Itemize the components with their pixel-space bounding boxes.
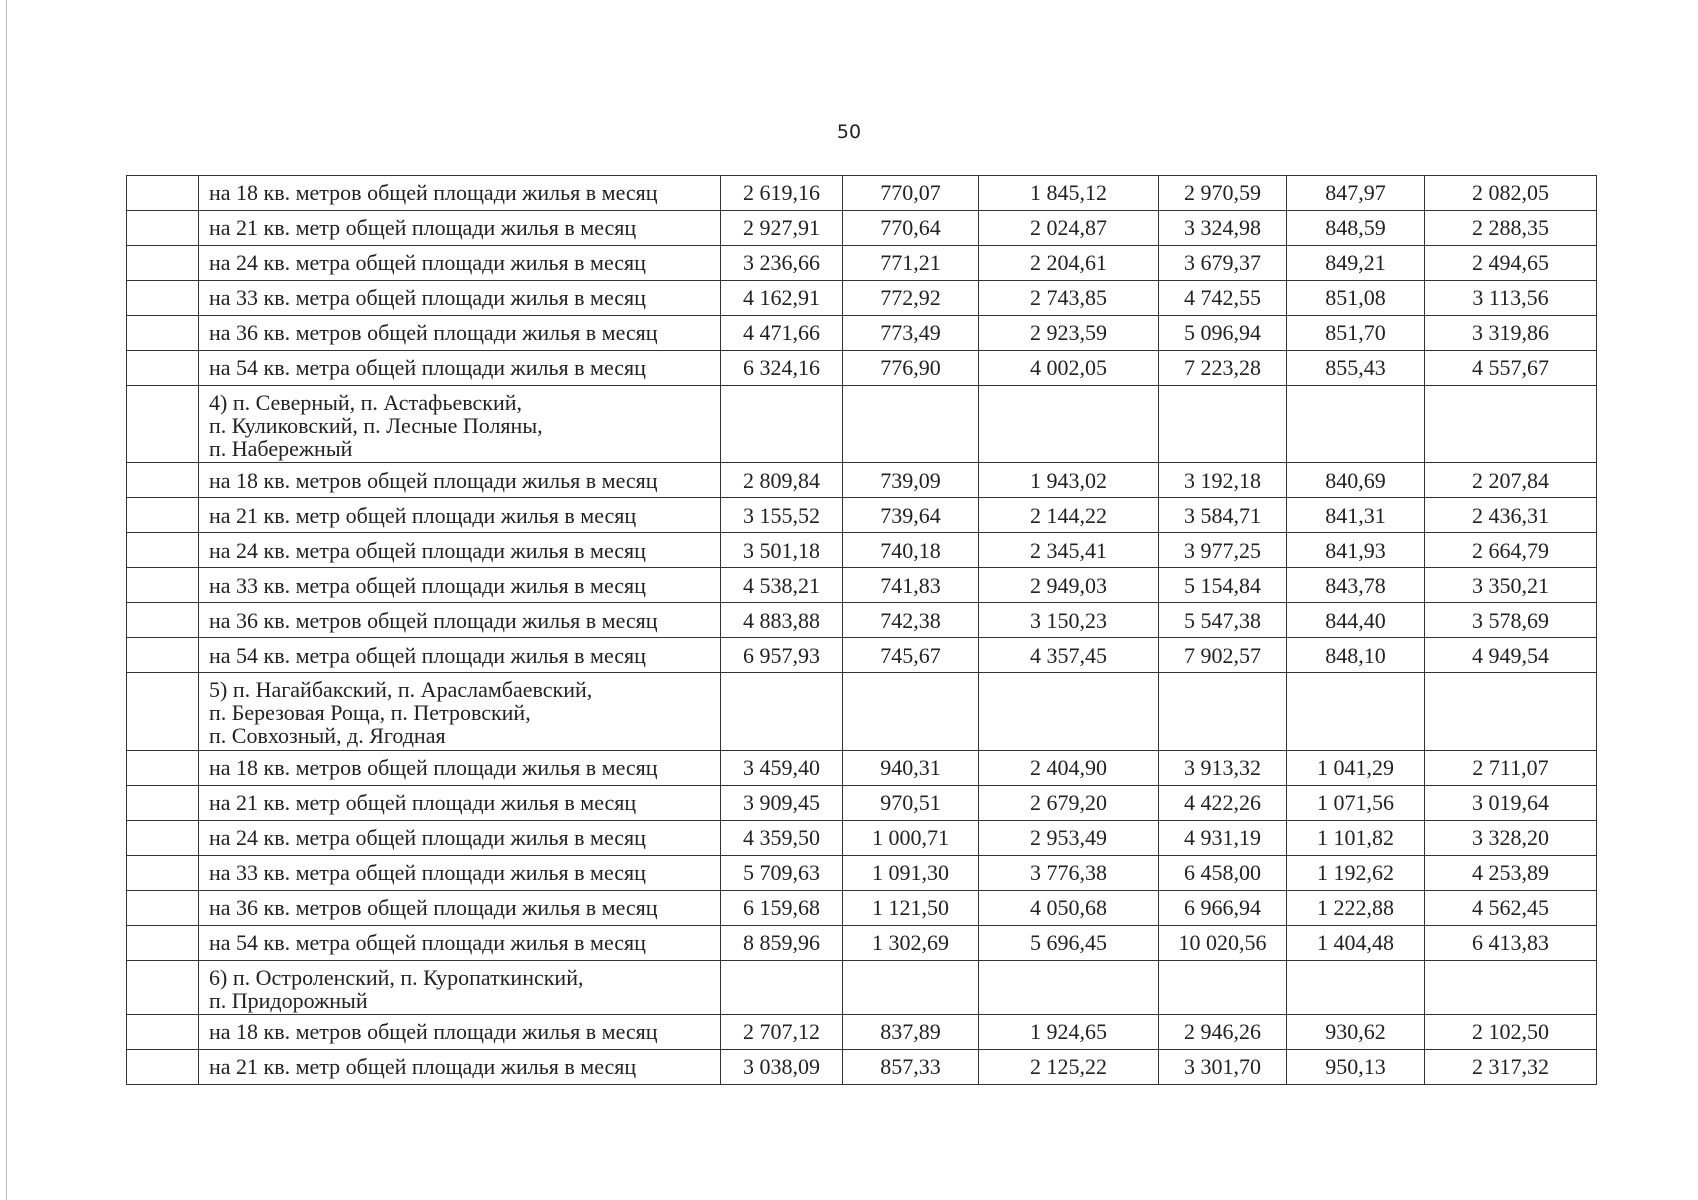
row-label: на 36 кв. метров общей площади жилья в месяц: [199, 890, 721, 925]
group-heading-line: п. Придорожный: [209, 987, 368, 1013]
row-label: на 24 кв. метра общей площади жилья в месяц: [199, 820, 721, 855]
value-cell: 843,78: [1287, 568, 1425, 603]
value-cell: 773,49: [843, 316, 979, 351]
value-cell: 1 041,29: [1287, 750, 1425, 785]
table-row: [127, 351, 1597, 386]
value-cell: 5 696,45: [979, 925, 1159, 960]
group-heading-line: 6) п. Остроленский, п. Куропаткинский,: [209, 964, 584, 990]
value-cell: 950,13: [1287, 1049, 1425, 1084]
row-label: на 54 кв. метра общей площади жилья в месяц: [199, 638, 721, 673]
value-cell: 3 501,18: [721, 533, 843, 568]
value-cell: 740,18: [843, 533, 979, 568]
value-cell: 3 038,09: [721, 1049, 843, 1084]
value-cell: 1 943,02: [979, 463, 1159, 498]
table-row: [127, 820, 1597, 855]
empty-cell: [1425, 673, 1597, 750]
table-row: [127, 925, 1597, 960]
index-cell: [127, 673, 199, 750]
empty-cell: [721, 386, 843, 463]
index-cell: [127, 463, 199, 498]
table-row: [127, 785, 1597, 820]
value-cell: 3 977,25: [1159, 533, 1287, 568]
value-cell: 1 121,50: [843, 890, 979, 925]
value-cell: 6 324,16: [721, 351, 843, 386]
group-heading-row: [127, 960, 1597, 1014]
value-cell: 3 319,86: [1425, 316, 1597, 351]
value-cell: 851,70: [1287, 316, 1425, 351]
index-cell: [127, 785, 199, 820]
value-cell: 771,21: [843, 246, 979, 281]
table-row: [127, 890, 1597, 925]
group-heading-line: п. Набережный: [209, 436, 353, 462]
value-cell: 5 547,38: [1159, 603, 1287, 638]
value-cell: 2 743,85: [979, 281, 1159, 316]
row-label: на 18 кв. метров общей площади жилья в месяц: [199, 1014, 721, 1049]
value-cell: 2 345,41: [979, 533, 1159, 568]
value-cell: 7 902,57: [1159, 638, 1287, 673]
value-cell: 2 317,32: [1425, 1049, 1597, 1084]
value-cell: 840,69: [1287, 463, 1425, 498]
value-cell: 5 154,84: [1159, 568, 1287, 603]
value-cell: 770,64: [843, 211, 979, 246]
table-row: [127, 1014, 1597, 1049]
value-cell: 2 494,65: [1425, 246, 1597, 281]
value-cell: 2 082,05: [1425, 176, 1597, 211]
value-cell: 3 776,38: [979, 855, 1159, 890]
value-cell: 1 091,30: [843, 855, 979, 890]
value-cell: 3 350,21: [1425, 568, 1597, 603]
empty-cell: [1159, 960, 1287, 1014]
value-cell: 3 909,45: [721, 785, 843, 820]
row-label: на 21 кв. метр общей площади жилья в месяц: [199, 1049, 721, 1084]
value-cell: 1 071,56: [1287, 785, 1425, 820]
row-label: на 21 кв. метр общей площади жилья в месяц: [199, 211, 721, 246]
row-label: на 18 кв. метров общей площади жилья в месяц: [199, 463, 721, 498]
index-cell: [127, 960, 199, 1014]
value-cell: 3 328,20: [1425, 820, 1597, 855]
table-row: [127, 316, 1597, 351]
empty-cell: [843, 960, 979, 1014]
value-cell: 3 150,23: [979, 603, 1159, 638]
table-row: [127, 211, 1597, 246]
value-cell: 2 949,03: [979, 568, 1159, 603]
group-heading-row: [127, 386, 1597, 463]
group-heading-line: 5) п. Нагайбакский, п. Араслaмбаевский,: [209, 677, 593, 703]
table-row: [127, 246, 1597, 281]
row-label: на 24 кв. метра общей площади жилья в месяц: [199, 533, 721, 568]
table-row: [127, 638, 1597, 673]
value-cell: 3 578,69: [1425, 603, 1597, 638]
value-cell: 6 966,94: [1159, 890, 1287, 925]
value-cell: 1 404,48: [1287, 925, 1425, 960]
value-cell: 5 709,63: [721, 855, 843, 890]
empty-cell: [1159, 673, 1287, 750]
row-label: на 54 кв. метра общей площади жилья в месяц: [199, 925, 721, 960]
value-cell: 3 324,98: [1159, 211, 1287, 246]
value-cell: 4 883,88: [721, 603, 843, 638]
value-cell: 855,43: [1287, 351, 1425, 386]
value-cell: 772,92: [843, 281, 979, 316]
empty-cell: [721, 960, 843, 1014]
value-cell: 2 664,79: [1425, 533, 1597, 568]
value-cell: 2 436,31: [1425, 498, 1597, 533]
empty-cell: [1287, 673, 1425, 750]
value-cell: 2 679,20: [979, 785, 1159, 820]
index-cell: [127, 246, 199, 281]
empty-cell: [1425, 386, 1597, 463]
value-cell: 2 207,84: [1425, 463, 1597, 498]
value-cell: 6 458,00: [1159, 855, 1287, 890]
value-cell: 837,89: [843, 1014, 979, 1049]
row-label: на 33 кв. метра общей площади жилья в месяц: [199, 568, 721, 603]
value-cell: 2 144,22: [979, 498, 1159, 533]
row-label: на 24 кв. метра общей площади жилья в месяц: [199, 246, 721, 281]
table-row: [127, 1049, 1597, 1084]
value-cell: 739,09: [843, 463, 979, 498]
value-cell: 1 924,65: [979, 1014, 1159, 1049]
value-cell: 4 357,45: [979, 638, 1159, 673]
table-row: [127, 568, 1597, 603]
value-cell: 4 562,45: [1425, 890, 1597, 925]
value-cell: 2 953,49: [979, 820, 1159, 855]
value-cell: 4 931,19: [1159, 820, 1287, 855]
value-cell: 4 949,54: [1425, 638, 1597, 673]
value-cell: 10 020,56: [1159, 925, 1287, 960]
value-cell: 3 155,52: [721, 498, 843, 533]
tariff-table: [126, 175, 1597, 1085]
value-cell: 4 359,50: [721, 820, 843, 855]
value-cell: 776,90: [843, 351, 979, 386]
value-cell: 3 459,40: [721, 750, 843, 785]
value-cell: 2 970,59: [1159, 176, 1287, 211]
value-cell: 1 845,12: [979, 176, 1159, 211]
value-cell: 2 024,87: [979, 211, 1159, 246]
value-cell: 742,38: [843, 603, 979, 638]
value-cell: 2 125,22: [979, 1049, 1159, 1084]
value-cell: 848,59: [1287, 211, 1425, 246]
value-cell: 4 742,55: [1159, 281, 1287, 316]
value-cell: 6 957,93: [721, 638, 843, 673]
value-cell: 2 927,91: [721, 211, 843, 246]
value-cell: 930,62: [1287, 1014, 1425, 1049]
value-cell: 1 222,88: [1287, 890, 1425, 925]
value-cell: 6 159,68: [721, 890, 843, 925]
value-cell: 4 422,26: [1159, 785, 1287, 820]
row-label: на 21 кв. метр общей площади жилья в месяц: [199, 785, 721, 820]
index-cell: [127, 281, 199, 316]
value-cell: 849,21: [1287, 246, 1425, 281]
value-cell: 5 096,94: [1159, 316, 1287, 351]
value-cell: 2 809,84: [721, 463, 843, 498]
value-cell: 770,07: [843, 176, 979, 211]
value-cell: 2 404,90: [979, 750, 1159, 785]
value-cell: 847,97: [1287, 176, 1425, 211]
value-cell: 4 253,89: [1425, 855, 1597, 890]
value-cell: 3 913,32: [1159, 750, 1287, 785]
value-cell: 7 223,28: [1159, 351, 1287, 386]
value-cell: 1 101,82: [1287, 820, 1425, 855]
value-cell: 2 619,16: [721, 176, 843, 211]
value-cell: 1 192,62: [1287, 855, 1425, 890]
value-cell: 6 413,83: [1425, 925, 1597, 960]
value-cell: 3 113,56: [1425, 281, 1597, 316]
table-row: [127, 463, 1597, 498]
row-label: на 33 кв. метра общей площади жилья в месяц: [199, 855, 721, 890]
value-cell: 741,83: [843, 568, 979, 603]
value-cell: 2 946,26: [1159, 1014, 1287, 1049]
index-cell: [127, 498, 199, 533]
value-cell: 745,67: [843, 638, 979, 673]
index-cell: [127, 603, 199, 638]
index-cell: [127, 316, 199, 351]
row-label: на 18 кв. метров общей площади жилья в месяц: [199, 750, 721, 785]
value-cell: 4 050,68: [979, 890, 1159, 925]
row-label: на 18 кв. метров общей площади жилья в месяц: [199, 176, 721, 211]
index-cell: [127, 820, 199, 855]
value-cell: 3 192,18: [1159, 463, 1287, 498]
index-cell: [127, 533, 199, 568]
value-cell: 851,08: [1287, 281, 1425, 316]
index-cell: [127, 211, 199, 246]
index-cell: [127, 750, 199, 785]
table-row: [127, 750, 1597, 785]
index-cell: [127, 1049, 199, 1084]
value-cell: 8 859,96: [721, 925, 843, 960]
index-cell: [127, 568, 199, 603]
value-cell: 844,40: [1287, 603, 1425, 638]
value-cell: 3 679,37: [1159, 246, 1287, 281]
index-cell: [127, 1014, 199, 1049]
value-cell: 2 923,59: [979, 316, 1159, 351]
row-label: на 36 кв. метров общей площади жилья в месяц: [199, 603, 721, 638]
value-cell: 4 557,67: [1425, 351, 1597, 386]
empty-cell: [979, 673, 1159, 750]
group-heading-cell: [199, 386, 721, 463]
table-row: [127, 533, 1597, 568]
value-cell: 2 711,07: [1425, 750, 1597, 785]
table-row: [127, 603, 1597, 638]
value-cell: 848,10: [1287, 638, 1425, 673]
index-cell: [127, 176, 199, 211]
index-cell: [127, 351, 199, 386]
page-number: 50: [836, 121, 862, 143]
value-cell: 2 204,61: [979, 246, 1159, 281]
row-label: на 36 кв. метров общей площади жилья в месяц: [199, 316, 721, 351]
value-cell: 3 236,66: [721, 246, 843, 281]
group-heading-line: п. Совхозный, д. Ягодная: [209, 723, 446, 749]
empty-cell: [1159, 386, 1287, 463]
value-cell: 4 002,05: [979, 351, 1159, 386]
value-cell: 857,33: [843, 1049, 979, 1084]
index-cell: [127, 925, 199, 960]
value-cell: 940,31: [843, 750, 979, 785]
empty-cell: [979, 386, 1159, 463]
value-cell: 4 471,66: [721, 316, 843, 351]
empty-cell: [1425, 960, 1597, 1014]
group-heading-line: 4) п. Северный, п. Астафьевский,: [209, 390, 522, 415]
value-cell: 4 162,91: [721, 281, 843, 316]
row-label: на 54 кв. метра общей площади жилья в месяц: [199, 351, 721, 386]
empty-cell: [843, 386, 979, 463]
value-cell: 841,31: [1287, 498, 1425, 533]
value-cell: 2 288,35: [1425, 211, 1597, 246]
value-cell: 3 584,71: [1159, 498, 1287, 533]
value-cell: 841,93: [1287, 533, 1425, 568]
empty-cell: [1287, 386, 1425, 463]
group-heading-line: п. Березовая Роща, п. Петровский,: [209, 700, 531, 726]
row-label: на 21 кв. метр общей площади жилья в месяц: [199, 498, 721, 533]
group-heading-line: п. Куликовский, п. Лесные Поляны,: [209, 413, 543, 439]
empty-cell: [721, 673, 843, 750]
tariff-table-body: [127, 176, 1597, 1085]
scan-edge-line: [6, 0, 7, 1200]
table-row: [127, 281, 1597, 316]
value-cell: 1 302,69: [843, 925, 979, 960]
value-cell: 2 707,12: [721, 1014, 843, 1049]
empty-cell: [979, 960, 1159, 1014]
index-cell: [127, 386, 199, 463]
value-cell: 3 301,70: [1159, 1049, 1287, 1084]
table-row: [127, 176, 1597, 211]
group-heading-cell: [199, 673, 721, 750]
value-cell: 4 538,21: [721, 568, 843, 603]
value-cell: 739,64: [843, 498, 979, 533]
row-label: на 33 кв. метра общей площади жилья в месяц: [199, 281, 721, 316]
value-cell: 3 019,64: [1425, 785, 1597, 820]
empty-cell: [1287, 960, 1425, 1014]
value-cell: 1 000,71: [843, 820, 979, 855]
index-cell: [127, 890, 199, 925]
index-cell: [127, 638, 199, 673]
index-cell: [127, 855, 199, 890]
value-cell: 2 102,50: [1425, 1014, 1597, 1049]
group-heading-row: [127, 673, 1597, 750]
value-cell: 970,51: [843, 785, 979, 820]
empty-cell: [843, 673, 979, 750]
table-row: [127, 855, 1597, 890]
table-row: [127, 498, 1597, 533]
group-heading-cell: [199, 960, 721, 1014]
